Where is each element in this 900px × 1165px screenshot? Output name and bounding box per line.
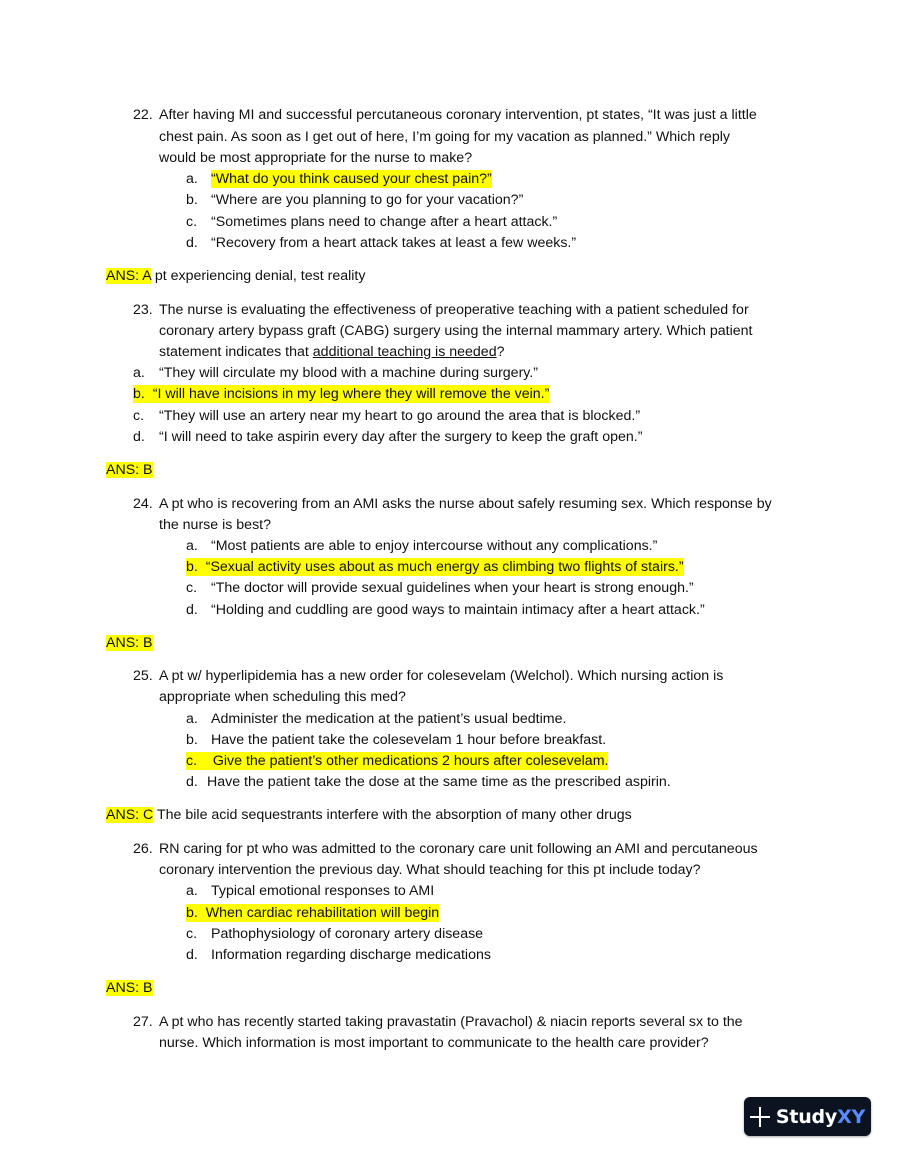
underlined-emphasis: additional teaching is needed (312, 344, 497, 360)
question-stem-line: nurse. Which information is most important to communicate to the health care provider? (159, 1035, 709, 1051)
logo-text-main: Study (775, 1105, 838, 1128)
option-correct (186, 752, 608, 770)
question-stem-line: appropriate when scheduling this med? (159, 689, 406, 705)
question-stem-line: The nurse is evaluating the effectiveness of preoperative teaching with a patient scheduled for (159, 302, 749, 318)
logo-text-accent: XY (837, 1105, 866, 1128)
question-stem-line (159, 343, 504, 361)
option-text: Administer the medication at the patient’s usual bedtime. (211, 711, 567, 727)
option-text: “Where are you planning to go for your vacation?” (211, 192, 524, 208)
question-number: 25. (133, 668, 153, 684)
question-stem-line: A pt who is recovering from an AMI asks the nurse about safely resuming sex. Which response by (159, 496, 772, 512)
option-text: “Holding and cuddling are good ways to maintain intimacy after a heart attack.” (211, 602, 705, 618)
question-number: 24. (133, 496, 153, 512)
stem-text: ? (496, 344, 505, 360)
option-text: “They will circulate my blood with a machine during surgery.” (159, 365, 539, 381)
option-letter: b. (186, 732, 198, 748)
question-stem-line: chest pain. As soon as I get out of here, I’m going for my vacation as planned.” Which reply (159, 129, 730, 145)
question-stem-line: A pt w/ hyperlipidemia has a new order for colesevelam (Welchol). Which nursing action is (159, 668, 724, 684)
option-text: Information regarding discharge medications (211, 947, 491, 963)
option-letter: c. (186, 214, 198, 230)
answer-label: ANS: B (106, 980, 153, 996)
question-stem-line: coronary artery bypass graft (CABG) surgery using the internal mammary artery. Which patient (159, 323, 753, 339)
option-text: “I will need to take aspirin every day after the surgery to keep the graft open.” (159, 429, 643, 445)
option-correct (186, 904, 439, 922)
answer-line (106, 634, 153, 652)
option-text: “They will use an artery near my heart to go around the area that is blocked.” (159, 408, 641, 424)
option-letter: b. (186, 192, 198, 208)
question-stem-line: the nurse is best? (159, 517, 271, 533)
answer-label: ANS: B (106, 635, 153, 651)
option-text: Have the patient take the colesevelam 1 hour before breakfast. (211, 732, 607, 748)
studyxy-logo (744, 1097, 871, 1136)
option-correct (133, 385, 549, 403)
option-text-correct: “I will have incisions in my leg where they will remove the vein.” (152, 386, 550, 402)
option-letter: d. (186, 774, 198, 790)
answer-line (106, 979, 153, 997)
answer-label: ANS: B (106, 462, 153, 478)
question-stem-line: After having MI and successful percutaneous coronary intervention, pt states, “It was just a little (159, 107, 757, 123)
option-letter: d. (133, 429, 145, 445)
option-text: “Sometimes plans need to change after a heart attack.” (211, 214, 558, 230)
answer-line (106, 267, 365, 285)
question-number: 26. (133, 841, 153, 857)
option-letter: b. (186, 905, 198, 921)
option-text: Pathophysiology of coronary artery disease (211, 926, 484, 942)
answer-label: ANS: A (106, 268, 151, 284)
option-letter: c. (186, 753, 198, 769)
option-text: “Most patients are able to enjoy intercourse without any complications.” (211, 538, 658, 554)
answer-label: ANS: C (106, 807, 154, 823)
option-letter: b. (186, 559, 198, 575)
question-stem-line: coronary intervention the previous day. What should teaching for this pt include today? (159, 862, 701, 878)
option-text: Have the patient take the dose at the same time as the prescribed aspirin. (207, 774, 671, 790)
option-letter: a. (186, 171, 198, 187)
plus-icon (750, 1107, 770, 1127)
option-letter: b. (133, 386, 145, 402)
option-correct (186, 558, 684, 576)
answer-note: pt experiencing denial, test reality (150, 268, 366, 284)
option-text: “The doctor will provide sexual guidelines when your heart is strong enough.” (211, 580, 694, 596)
question-stem-line: RN caring for pt who was admitted to the coronary care unit following an AMI and percutaneous (159, 841, 758, 857)
option-text-correct: When cardiac rehabilitation will begin (205, 905, 440, 921)
logo-wordmark (776, 1106, 865, 1128)
question-number: 27. (133, 1014, 153, 1030)
option-letter: c. (186, 926, 198, 942)
option-letter: d. (186, 602, 198, 618)
stem-text: statement indicates that (159, 344, 313, 360)
option-text: “Recovery from a heart attack takes at least a few weeks.” (211, 235, 577, 251)
option-text-correct: “Sexual activity uses about as much energy as climbing two flights of stairs.” (205, 559, 684, 575)
answer-line (106, 806, 632, 824)
question-stem-line: would be most appropriate for the nurse to make? (159, 150, 473, 166)
question-stem-line: A pt who has recently started taking pravastatin (Pravachol) & niacin reports several sx to the (159, 1014, 743, 1030)
question-number: 23. (133, 302, 153, 318)
option-text-correct: “What do you think caused your chest pain?” (211, 171, 492, 187)
option-letter: a. (186, 711, 198, 727)
option-text: Typical emotional responses to AMI (211, 883, 435, 899)
question-number: 22. (133, 107, 153, 123)
option-letter: a. (133, 365, 145, 381)
option-letter: a. (186, 883, 198, 899)
option-letter: a. (186, 538, 198, 554)
option-letter: c. (186, 580, 198, 596)
answer-note: The bile acid sequestrants interfere with the absorption of many other drugs (153, 807, 632, 823)
answer-line (106, 461, 153, 479)
option-letter: c. (133, 408, 145, 424)
option-letter: d. (186, 235, 198, 251)
option-text-correct: Give the patient’s other medications 2 hours after colesevelam. (212, 753, 609, 769)
option-letter: d. (186, 947, 198, 963)
